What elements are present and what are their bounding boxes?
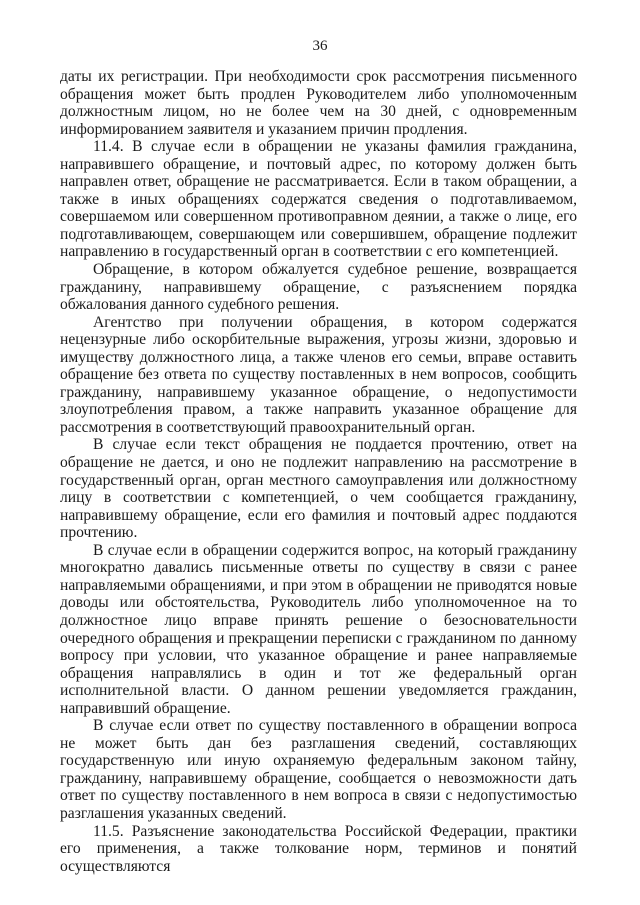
paragraph-11-5: 11.5. Разъяснение законодательства Российской Федерации, практики его применения, а также толкование норм, терминов и понятий осуществляются — [60, 822, 577, 875]
paragraph-repeated-question: В случае если в обращении содержится вопрос, на который гражданину многократно давались письменные ответы по существу в связи с ранее направляемыми обращениями, и при этом в обращении не приводятся новые доводы или обстоятельства, Руководитель либо уполномоченное на то должностное лицо вправе принять решение о безосновательности очередного обращения и прекращении переписки с гражданином по данному вопросу при условии, что указанное обращение и ранее направляемые обращения направлялись в один и тот же федеральный орган исполнительной власти. О данном решении уведомляется гражданин, направивший обращение. — [60, 541, 577, 717]
paragraph-unreadable-text: В случае если текст обращения не поддается прочтению, ответ на обращение не дается, и оно не подлежит направлению на рассмотрение в государственный орган, орган местного самоуправления или должностному лицу в соответствии с компетенцией, о чем сообщается гражданину, направившему обращение, если его фамилия и почтовый адрес поддаются прочтению. — [60, 436, 577, 542]
paragraph-state-secret: В случае если ответ по существу поставленного в обращении вопроса не может быть дан без разглашения сведений, составляющих государственную или иную охраняемую федеральным законом тайну, гражданину, направившему обращение, сообщается о невозможности дать ответ по существу поставленного в нем вопроса в связи с недопустимостью разглашения указанных сведений. — [60, 717, 577, 822]
paragraph-obscene-content: Агентство при получении обращения, в котором содержатся нецензурные либо оскорбительные выражения, угрозы жизни, здоровью и имуществу должностного лица, а также членов его семьи, вправе оставить обращение без ответа по существу поставленных в нем вопросов, сообщить гражданину, направившему указанное обращение, о недопустимости злоупотребления правом, а также направить указанное обращение для рассмотрения в соответствующий правоохранительный орган. — [60, 313, 577, 436]
paragraph-court-decision: Обращение, в котором обжалуется судебное решение, возвращается гражданину, направившему обращение, с разъяснением порядка обжалования данного судебного решения. — [60, 261, 577, 314]
document-body — [60, 68, 577, 875]
paragraph-continuation: даты их регистрации. При необходимости срок рассмотрения письменного обращения может быть продлен Руководителем либо уполномоченным должностным лицом, но не более чем на 30 дней, с одновременным информированием заявителя и указанием причин продления. — [60, 68, 577, 138]
page-number: 36 — [312, 38, 328, 54]
paragraph-11-4: 11.4. В случае если в обращении не указаны фамилия гражданина, направившего обращение, и почтовый адрес, по которому должен быть направлен ответ, обращение не рассматривается. Если в таком обращении, а также в иных обращениях содержатся сведения о подготавливаемом, совершаемом или совершенном противоправном деянии, а также о лице, его подготавливающем, совершающем или совершившем, обращение подлежит направлению в государственный орган в соответствии с его компетенцией. — [60, 138, 577, 261]
